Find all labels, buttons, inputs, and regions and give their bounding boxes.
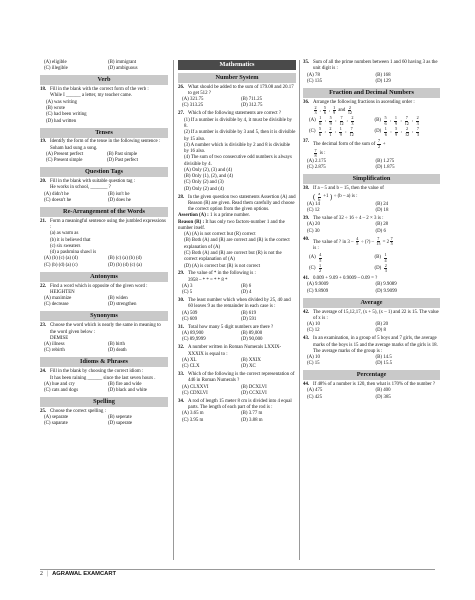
list-item: (a) as warm as [50, 231, 79, 237]
question-35 [303, 60, 440, 85]
options [40, 415, 168, 428]
option: (D) 385 [375, 394, 391, 400]
option: (A) 3 [182, 283, 193, 289]
option: (B) 1.275 [375, 158, 395, 164]
question-text: Arrange the following fractions in ascending order : [313, 99, 415, 105]
options [178, 168, 296, 193]
question-number: 40. [303, 236, 310, 242]
option: (D) 4 [241, 290, 252, 296]
brand-logo: AGRAWAL EXAMCART [52, 571, 117, 577]
question-number: 25. [40, 408, 47, 414]
option: (C) rebirth [44, 348, 65, 354]
options [303, 202, 440, 215]
question-24 [40, 369, 168, 394]
question-43 [303, 336, 440, 367]
option: (A) 20 [307, 222, 320, 228]
option: (A) (b) (c) (a) (d) [44, 256, 78, 262]
question-sub: DEMISE [50, 335, 69, 341]
question-sub: While I ______ a letter, my teacher came. [50, 93, 132, 99]
option: (A) didn't he [44, 191, 69, 197]
option: (B) Past simple [107, 151, 138, 157]
question-number: 32. [178, 345, 185, 351]
subject-heading: Mathematics [178, 60, 296, 70]
list-item: (4) The sum of two consecutive odd numbers is always divisible by 4. [184, 155, 292, 167]
option: (C) CLX [182, 364, 200, 370]
page-footer [40, 571, 116, 577]
section-heading: Number System [178, 73, 296, 83]
assertion-text: 1 is a prime number. [209, 213, 251, 219]
option: (C) saparate [44, 421, 68, 427]
option: (B) fire and wide [108, 381, 142, 387]
options [178, 232, 296, 270]
question-number: 28. [178, 194, 185, 200]
fraction: $\frac{5}{6}$ [323, 104, 326, 116]
option: (D) 591 [241, 317, 257, 322]
option: (D) XC [241, 364, 256, 370]
question-number: 19. [40, 139, 47, 145]
question-28 [178, 195, 296, 270]
question-20 [40, 179, 168, 204]
section-heading: Re-Arrangement of the Words [40, 207, 168, 217]
option: (C) 12 [307, 328, 320, 334]
option: (B) 28 [375, 222, 389, 228]
option: (C) had been writing [46, 112, 87, 118]
question-38 [303, 186, 440, 215]
statements [178, 118, 296, 168]
question-32 [178, 345, 296, 370]
section-heading: Antonyms [40, 272, 168, 282]
question-number: 37. [303, 139, 310, 145]
column-2 [178, 60, 296, 424]
option: (A) $\frac{4}{5}$ [309, 252, 322, 263]
option: (C) 425 [307, 394, 323, 400]
question-text: Which of the following is the correct representation of 446 in Roman Numerals ? [188, 372, 295, 384]
section-heading: Idioms & Phrases [40, 357, 168, 367]
fraction: $\frac{1}{9}$ [333, 104, 336, 116]
question-number: 30. [178, 298, 185, 304]
options [303, 159, 440, 172]
fraction: $\frac{7}{8}$ [314, 147, 317, 159]
question-tail: is : [319, 150, 326, 156]
option: (C) illegible [44, 66, 68, 72]
option: (B) seperate [108, 415, 132, 421]
option: (A) 475 [307, 388, 323, 394]
option: (B) isn't he [108, 191, 130, 197]
question-number: 21. [40, 218, 47, 224]
option: (D) strengthen [108, 302, 137, 308]
option: (D) Past perfect [107, 158, 138, 164]
options [40, 100, 168, 125]
option: (C) Present simple [46, 158, 83, 164]
option: (D) 18 [375, 208, 389, 214]
options [178, 358, 296, 371]
question-27 [178, 111, 296, 192]
question-25 [40, 409, 168, 428]
question-21 [40, 219, 168, 269]
question-text: What should be added to the sum of 179.08 and 20.17 to get 512 ? [188, 84, 294, 96]
section-heading: Simplification [303, 174, 440, 184]
question-number: 38. [303, 185, 310, 191]
list-item: (2) If a number is divisible by 3 and 5, then it is divisible by 15 also. [184, 130, 296, 142]
option: (C) 5 [182, 290, 193, 296]
question-number: 35. [303, 60, 310, 65]
options [178, 385, 296, 398]
column-divider [299, 60, 300, 560]
question-text: The value of 32 ÷ 16 ÷ 4 – 2 × 3 is : [313, 216, 384, 222]
question-text: Choose the word which is nearly the same in meaning to the word given below : [50, 323, 161, 335]
assertion-label: Assertion (A) : [178, 213, 209, 219]
question-text: The value of ? in [313, 239, 347, 245]
option: (C) (b) (d) (a) (c) [44, 262, 78, 268]
option: (B) Only (1), (2), and (4) [184, 174, 234, 180]
question-number: 36. [303, 99, 310, 105]
question-text: If a – 5 and b – 15, then the value of [313, 185, 384, 191]
options [40, 60, 168, 73]
question-number: 22. [40, 283, 47, 289]
question-number: 29. [178, 271, 185, 277]
options [178, 284, 296, 297]
option: (B) 89,000 [241, 331, 263, 337]
option: (C) 609 [182, 317, 198, 322]
question-19 [40, 139, 168, 164]
option: (B) birth [108, 342, 125, 348]
question-number: 33. [178, 372, 185, 378]
question-number: 23. [40, 323, 47, 329]
fraction: $\frac{7}{2}$ [377, 138, 381, 149]
option: (C) decrease [44, 302, 69, 308]
question-text: The value of * in the following is : [188, 271, 256, 277]
question-sub: HEIGHTEN [50, 289, 75, 295]
option: (D) 1.875 [375, 164, 395, 170]
question-text: Form a meaningful sentence using the jumbled expressions : [50, 218, 166, 231]
question-39 [303, 216, 440, 235]
option: (A) (A) is not correct but (R) correct [184, 232, 256, 238]
list-item: (1) If a number is divisible by 4, it must be divisible by 8. [184, 117, 292, 129]
option: (D) $\frac{1}{6}$ , $\frac{5}{9}$ , $\frac{2}{12}$ , $\frac{7}{3}$ [374, 126, 419, 137]
options [303, 253, 440, 275]
question-number: 24. [40, 369, 47, 375]
option: (D) 90,000 [241, 337, 263, 343]
options [303, 222, 440, 235]
option: (A) 3.65 m [182, 411, 204, 417]
question-34 [178, 399, 296, 424]
question-number: 31. [178, 324, 185, 330]
option: (B) 400 [375, 388, 391, 394]
question-text: Sum of all the prime numbers between 1 and 60 having 3 as the unit digit is : [313, 60, 438, 72]
question-sub: 3958 – * * = * * 8 * [188, 277, 228, 283]
option: (B) 20 [375, 322, 389, 328]
question-text: Choose the correct spelling : [50, 408, 106, 414]
question-29 [178, 271, 296, 296]
options [178, 411, 296, 424]
footer-separator: | [46, 571, 49, 577]
option: (A) $\frac{1}{6}$ , $\frac{5}{9}$ , $\frac{7}{12}$ , $\frac{2}{3}$ [309, 115, 354, 126]
option: (B) 14.5 [375, 355, 392, 361]
options [303, 355, 440, 368]
options [303, 73, 440, 86]
question-number: 44. [303, 382, 310, 388]
option: (A) XL [182, 357, 197, 363]
option: (D) 9.9099 [375, 288, 397, 294]
question-22 [40, 284, 168, 309]
option: (C) $\frac{5}{6}$ , $\frac{2}{1}$ , $\frac{1}{9}$ , $\frac{7}{12}$ [309, 126, 354, 137]
section-heading: Question Tags [40, 167, 168, 177]
question-26 [178, 85, 296, 110]
option: (A) separate [44, 415, 69, 421]
options [40, 192, 168, 205]
options [40, 296, 168, 309]
options [40, 152, 168, 165]
option: (B) widen [108, 296, 128, 302]
option: (C) $\frac{1}{2}$ [309, 263, 322, 274]
question-42 [303, 310, 440, 335]
option: (D) $\frac{2}{3}$ [374, 263, 387, 274]
option: (D) saperate [108, 421, 133, 427]
options [303, 322, 440, 335]
option: (B) DCXLVI [241, 384, 267, 390]
option: (A) hue and cry [44, 381, 75, 387]
section-heading: Percentage [303, 370, 440, 380]
option: (A) was writing [46, 99, 77, 105]
option: (D) had written [46, 118, 77, 124]
option: (A) CLXXVI [182, 384, 209, 390]
question-number: 39. [303, 216, 310, 222]
option: (A) illness [44, 342, 65, 348]
options [303, 116, 440, 138]
option: (B) wrote [46, 105, 65, 111]
question-text: The least number which when divided by 25, 40 and 60 leaves 9 as the remainder in each case is : [188, 298, 291, 310]
option: (C) 2.875 [307, 164, 326, 170]
reason [178, 220, 296, 233]
option: (C) cats and dogs [44, 388, 79, 394]
list-item: (c) six sweaters [50, 243, 81, 249]
question-sub: He works in school, _______ ? [50, 185, 111, 191]
option: (D) CCXLVI [241, 390, 267, 396]
question-41 [303, 276, 440, 295]
question-text: Which of the following statements are correct ? [188, 111, 282, 117]
fraction: $\frac{2}{3}$ [314, 104, 317, 116]
question-number: 43. [303, 336, 310, 342]
option: (B) 9.9089 [375, 282, 397, 288]
list-item: (b) it is believed that [50, 237, 91, 243]
question-text: A number written in Roman Numerals LXXIX-XXXIX is equal to : [188, 345, 282, 357]
options [178, 311, 296, 324]
list-item: (d) a pashmina shawl is [50, 250, 97, 256]
question-text: Find a word which is opposite of the given word : [50, 283, 148, 289]
option: (D) death [108, 348, 127, 354]
question-text: 0.009 + 9.09 + 0.9009 – 0.09 = ? [313, 276, 378, 282]
column-1 [40, 60, 168, 428]
question-text: Fill in the blank with suitable question tag : [50, 179, 136, 185]
option: (C) 89,9999 [182, 337, 206, 343]
reason-text: It has only two factors-number 1 and the number itself. [178, 219, 285, 231]
option: (D) 6 [375, 228, 386, 234]
section-heading: Average [303, 298, 440, 308]
option: (D) 15.5 [375, 361, 393, 367]
given-fractions: $\frac{2}{3}$ , $\frac{5}{6}$ , $\frac{1}{9}$ and $\frac{2}{12}$ [314, 104, 352, 116]
option: (B) 3.77 m [241, 411, 263, 417]
option: (C) 9.8909 [307, 288, 329, 294]
question-40: 40. The value of ? in 3 – $\frac{4}{5}$ ÷ (?) – $\frac{7}{15}$ = 2 $\frac{7}{5}$ is : (A) $\frac{4}{5}$ (B) $\frac{1}{4}$ (C) $\frac{1}{2}$ (D) $\frac{2}{3}$ [303, 237, 440, 275]
question-number: 27. [178, 111, 185, 117]
question-number: 26. [178, 84, 185, 90]
question-text: Total how many 5 digit numbers are there ? [188, 324, 274, 330]
option: (D) black and white [108, 388, 147, 394]
options [40, 342, 168, 355]
options [303, 388, 440, 401]
options [40, 256, 168, 269]
option: (C) doesn't he [44, 197, 72, 203]
option: (A) 9.9009 [307, 282, 329, 288]
option: (A) eligible [44, 60, 67, 65]
question-text: In the given question two statements Assertion (A) and Reason (R) are given. Read them carefully and choose the correct option from the given options. [188, 194, 296, 213]
option: (A) 89,900 [182, 331, 204, 337]
option: (B) $\frac{5}{6}$ , $\frac{1}{9}$ , $\frac{7}{12}$ , $\frac{2}{3}$ [374, 115, 419, 126]
fraction: $\frac{2}{12}$ [347, 104, 352, 116]
option: (D) 3.88 m [241, 417, 263, 423]
options [40, 382, 168, 395]
question-31 [178, 325, 296, 344]
question-text: Fill in the blank with the correct form of the verb : [50, 87, 149, 93]
question-37: 37. The decimal form of the sum of $\frac{7}{2}$ + $\frac{7}{8}$ is : (A) 2.175 (B) 1.275 (C) 2.875 (D) 1.875 [303, 139, 440, 171]
section-heading: Tenses [40, 128, 168, 138]
option: (C) 313.25 [182, 103, 204, 109]
option: (D) 312.75 [241, 103, 263, 109]
option: (B) $\frac{1}{4}$ [374, 252, 387, 263]
option: (B) 711.25 [241, 97, 263, 103]
question-36 [303, 100, 440, 138]
section-heading: Spelling [40, 397, 168, 407]
option: (A) Present perfect [46, 151, 84, 157]
option: (D) 129 [375, 78, 391, 84]
option: (A) 2.175 [307, 158, 327, 164]
section-heading: Synonyms [40, 311, 168, 321]
option: (D) (b) (d) (c) (a) [108, 262, 142, 268]
option: (B) 24 [375, 201, 389, 207]
section-heading: Fraction and Decimal Numbers [303, 88, 440, 98]
options [178, 331, 296, 344]
question-44 [303, 382, 440, 401]
question-sub: It has been raining ______ since the last seven hours . [50, 375, 156, 381]
option: (C) CDXLVI [182, 390, 208, 396]
option: (D) does he [108, 197, 131, 203]
option: (A) Only (2), (3) and (4) [184, 167, 233, 173]
option: (A) 78 [307, 72, 320, 78]
option: (A) 10 [307, 355, 320, 361]
expression: ( $\frac{a}{b}$ +1 ) ÷ (b – a) is : [313, 191, 358, 202]
question-text: The average of 15,12,17, (x + 5), (x – 1) and 22 is 15. The value of x is : [313, 309, 439, 321]
question-18 [40, 87, 168, 125]
question-text: Identify the form of the tense in the following sentence : [50, 139, 161, 145]
column-divider [173, 60, 174, 560]
page-number: 2 [40, 571, 43, 577]
options [303, 282, 440, 295]
option: (C) 30 [307, 228, 320, 234]
question-number: 18. [40, 87, 47, 93]
option: (B) 619 [241, 310, 257, 316]
option: (D) 8 [375, 328, 386, 334]
option: (A) 14 [307, 201, 320, 207]
question-text: Fill in the blank by choosing the correct idiom : [50, 369, 144, 375]
option: (A) 321.75 [182, 97, 204, 103]
option: (A) maximize [44, 296, 72, 302]
option: (B) (c) (a) (b) (d) [108, 256, 142, 262]
option: (C) 15 [307, 361, 320, 367]
question-number: 42. [303, 309, 310, 315]
question-number: 20. [40, 179, 47, 185]
question-tail: is : [313, 246, 319, 252]
option: (D) Only (2) and (4) [184, 186, 224, 192]
question-sub: Soham had sung a song. [50, 145, 98, 151]
question-number: 41. [303, 276, 310, 282]
jumbled-items [40, 231, 168, 256]
option: (C) Only (2) and (3) [184, 180, 224, 186]
option: (C) 3.95 m [182, 417, 204, 423]
section-heading: Verb [40, 75, 168, 85]
option: (D) ambiguous [108, 66, 138, 72]
option: (B) immigrant [108, 60, 137, 65]
option: (B) 6 [241, 283, 252, 289]
question-number: 34. [178, 398, 185, 404]
question-23 [40, 323, 168, 354]
question-text: If 48% of a number is 120, then what is 170% of the number ? [313, 382, 436, 388]
question-33 [178, 372, 296, 397]
options [178, 97, 296, 110]
option: (A) 10 [307, 322, 320, 328]
option: (C) 12 [307, 208, 320, 214]
option: (B) Both (A) and (R) are correct and (R) is the correct explanation of (A) [184, 238, 290, 250]
question-text: In an examination, in a group of 5 boys and 7 girls, the average marks of the boys is 15 and the average marks of the girls is 18. The average marks of the group is : [313, 336, 438, 354]
question-text: A rod of length 15 meter 8 cm is divided into 4 equal parts. The length of each part of the rod is : [188, 398, 292, 411]
option: (A) 509 [182, 310, 198, 316]
footer-rule [40, 569, 435, 570]
option: (D) (A) is correct but (R) is not correct [184, 263, 261, 269]
question-30 [178, 298, 296, 323]
reason-label: Reason (R) : [178, 219, 205, 225]
column-3 [303, 60, 440, 401]
option: (C) 135 [307, 78, 323, 84]
question-text: The decimal form of the sum of [313, 142, 376, 148]
option: (B) 168 [375, 72, 391, 78]
option: (C) Both (A) and (R) are correct but (R) is not the correct explanation of (A) [184, 250, 282, 263]
option: (B) XXIX [241, 357, 261, 363]
list-item: (3) A number which is divisible by 2 and 8 is divisible by 16 also. [184, 142, 291, 155]
